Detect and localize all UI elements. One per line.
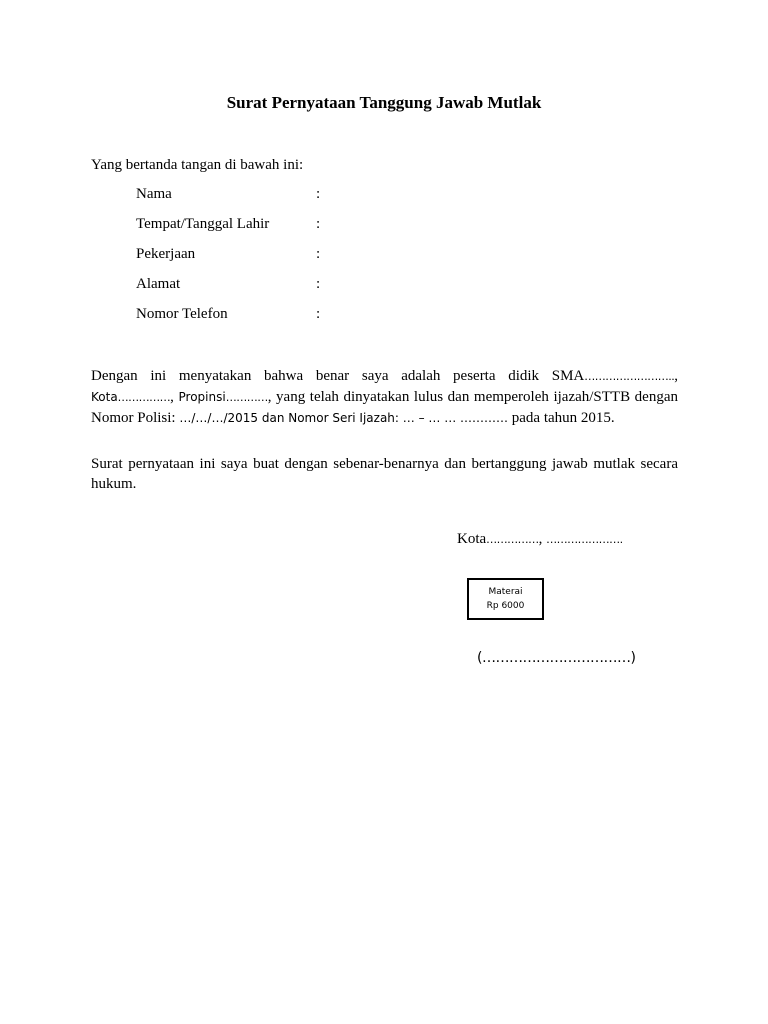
field-label: Alamat: [136, 276, 181, 292]
field-label: Pekerjaan: [136, 246, 196, 262]
field-colon: :: [316, 186, 321, 202]
kota-label: Kota: [457, 531, 487, 547]
field-row-tempat-tanggal-lahir: [136, 216, 336, 246]
stamp-label: Materai: [488, 587, 523, 597]
field-row-pekerjaan: [136, 246, 336, 276]
kota-label: Kota: [91, 390, 118, 404]
statement-text: Dengan ini menyatakan bahwa benar saya adalah peserta didik SMA: [91, 368, 585, 384]
field-colon: :: [316, 306, 321, 322]
document-title: Surat Pernyataan Tanggung Jawab Mutlak: [226, 93, 542, 112]
statement-year: pada tahun 2015.: [511, 410, 615, 426]
place-date-line: [457, 531, 623, 548]
field-colon: :: [316, 276, 321, 292]
separator: ,: [538, 531, 547, 547]
police-number-placeholder: …/…/…/2015 dan Nomor Seri Ijazah: … – … … …………: [179, 411, 509, 425]
identity-fields: [136, 186, 336, 336]
intro-text: Yang bertanda tangan di bawah ini:: [91, 157, 304, 173]
statement-paragraph: [91, 366, 678, 428]
propinsi-dots: …………: [225, 391, 268, 404]
field-label: Tempat/Tanggal Lahir: [136, 216, 270, 232]
field-row-alamat: [136, 276, 336, 306]
field-label: Nomor Telefon: [136, 306, 228, 322]
signature-line: (……………………………): [477, 650, 636, 666]
stamp-value: Rp 6000: [486, 601, 525, 611]
field-colon: :: [316, 216, 321, 232]
statement-text-continued: , yang telah dinyatakan lulus dan memperoleh ijazah/STTB dengan Nomor Polisi:: [91, 389, 679, 426]
field-row-nomor-telefon: [136, 306, 336, 336]
field-colon: :: [316, 246, 321, 262]
date-dots: ………………….: [546, 533, 623, 546]
field-label: Nama: [136, 186, 172, 202]
separator: ,: [170, 389, 179, 405]
kota-dots: ……………: [486, 533, 539, 546]
propinsi-label: Propinsi: [178, 390, 226, 404]
sma-dots: ……………………..: [584, 370, 675, 383]
separator: ,: [674, 368, 678, 384]
stamp-duty-box: [467, 578, 544, 620]
kota-dots: ……………: [117, 391, 171, 404]
responsibility-paragraph: Surat pernyataan ini saya buat dengan sebenar-benarnya dan bertanggung jawab mutlak secara hukum.: [91, 456, 678, 492]
field-row-nama: [136, 186, 336, 216]
